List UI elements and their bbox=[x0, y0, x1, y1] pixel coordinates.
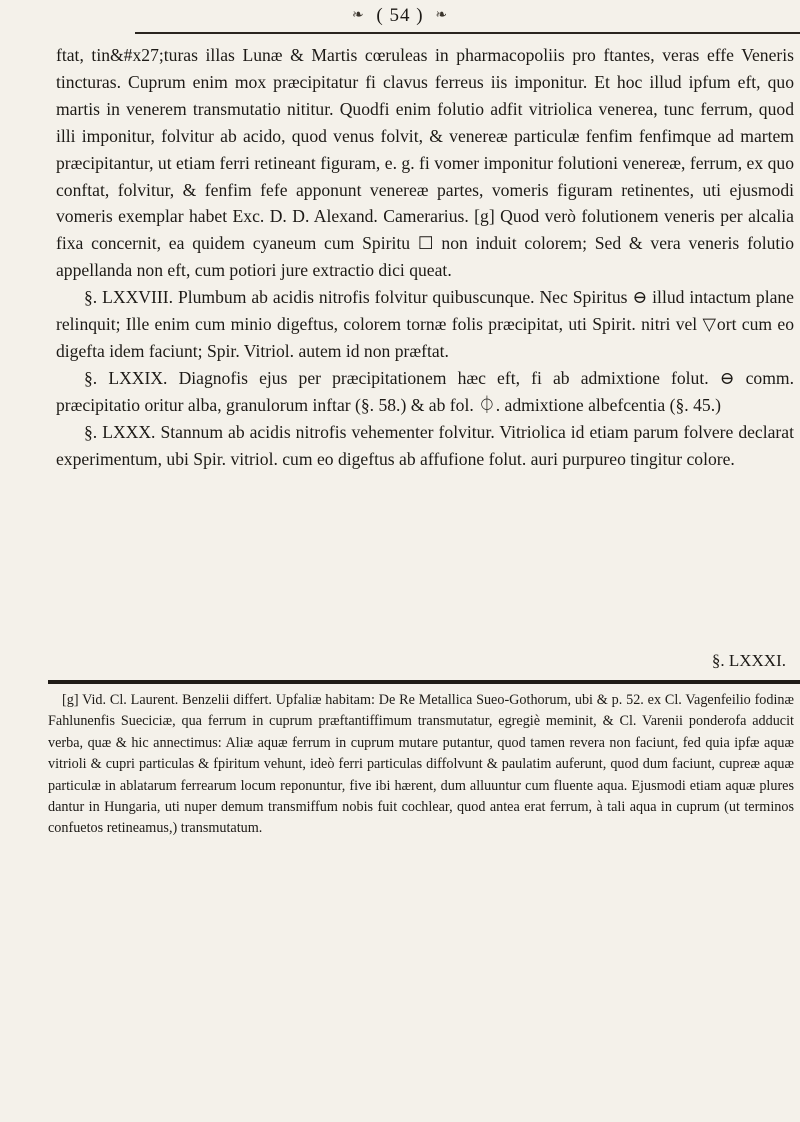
catchword: §. LXXXI. bbox=[711, 651, 786, 670]
footnote-rule bbox=[48, 680, 800, 684]
footnote bbox=[48, 690, 794, 840]
ornament-left-icon: ❧ bbox=[351, 8, 365, 24]
paragraph-p4: §. LXXX. Stannum ab acidis nitrofis vehementer folvitur. Vitriolica id etiam parum folvere declarat experimentum, ubi Spir. vitriol. cum eo digeftus ab affufione folut. auri purpureo tingitur colore. bbox=[56, 421, 794, 469]
paragraph-p3: §. LXXIX. Diagnofis ejus per præcipitationem hæc eft, fi ab admixtione folut. ⊖ comm. præcipitatio oritur alba, granulorum inftar (§. 58.) & ab fol. ⏀. admixtione albefcentia (§. 45.) bbox=[56, 367, 794, 415]
main-text bbox=[56, 42, 794, 473]
footnote-text: [g] Vid. Cl. Laurent. Benzelii differt. Upfaliæ habitam: De Re Metallica Sueo-Gothorum, ubi & p. 52. ex Cl. Vagenfeilio fodinæ Fahlunenfis Sueciciæ, qua ferrum in cuprum præftantiffimum transmutatur, egregiè meminit, & Cl. Varenii ponderofa adducit verba, quæ & hic annectimus: Aliæ aquæ ferrum in cuprum mutare putantur, quod tamen revera non faciunt, fed quia ipfæ aquæ vitrioli & cupri particulas & fpiritum vehunt, ideò ferri particulas diffolvunt & paulatim auferunt, quod dum faciunt, cupreæ aquæ particulæ in ablatarum ferrearum locum reponuntur, five ibi hærent, dum alluuntur cum fluente aqua. Ejusmodi etiam aquæ plures dantur in Hungaria, uti nuper demum transmiffum nobis fuit cochlear, quod antea erat ferrum, à tali aqua in cuprum (ut terminos confuetos retineamus,) transmutatum. bbox=[48, 692, 794, 837]
paragraph-p2: §. LXXVIII. Plumbum ab acidis nitrofis folvitur quibuscunque. Nec Spiritus ⊖ illud intactum plane relinquit; Ille enim cum minio digeftus, colorem tornæ folis præcipitat, uti Spirit. nitri vel ▽ort cum eo digefta idem faciunt; Spir. Vitriol. autem id non præftat. bbox=[56, 287, 794, 361]
ornament-right-icon: ❧ bbox=[435, 8, 449, 24]
header-rule bbox=[135, 32, 800, 34]
paragraph-p1: ftat, tin&#x27;turas illas Lunæ & Martis cœruleas in pharmacopoliis pro ftantes, veras effe Veneris tincturas. Cuprum enim mox præcipitatur fi clavus ferreus iis imponitur. Et hoc illud ipfum eft, quo martis in venerem transmutatio nititur. Quodfi enim folutio adfit vitriolica venerea, tunc ferrum, quod illi imponitur, folvitur ab acido, quod venus folvit, & venereæ particulæ fenfim fenfimque ad martem præcipitantur, ut etiam ferri retineant figuram, e. g. fi vomer imponitur folutioni venereæ, ferrum, ex quo conftat, folvitur, & fenfim fefe apponunt venereæ partes, vomeris figuram retinentes, uti ejusmodi vomeris exemplar habet Exc. D. D. Alexand. Camerarius. [g] Quod verò folutionem veneris per alcalia fixa concernit, ea quidem cyaneum cum Spiritu ☐ non induit colorem; Sed & vera veneris folutio appellanda non eft, cum potiori jure extractio dici queat. bbox=[56, 45, 794, 281]
page-number: ( 54 ) bbox=[376, 4, 424, 26]
page-header bbox=[0, 4, 800, 34]
